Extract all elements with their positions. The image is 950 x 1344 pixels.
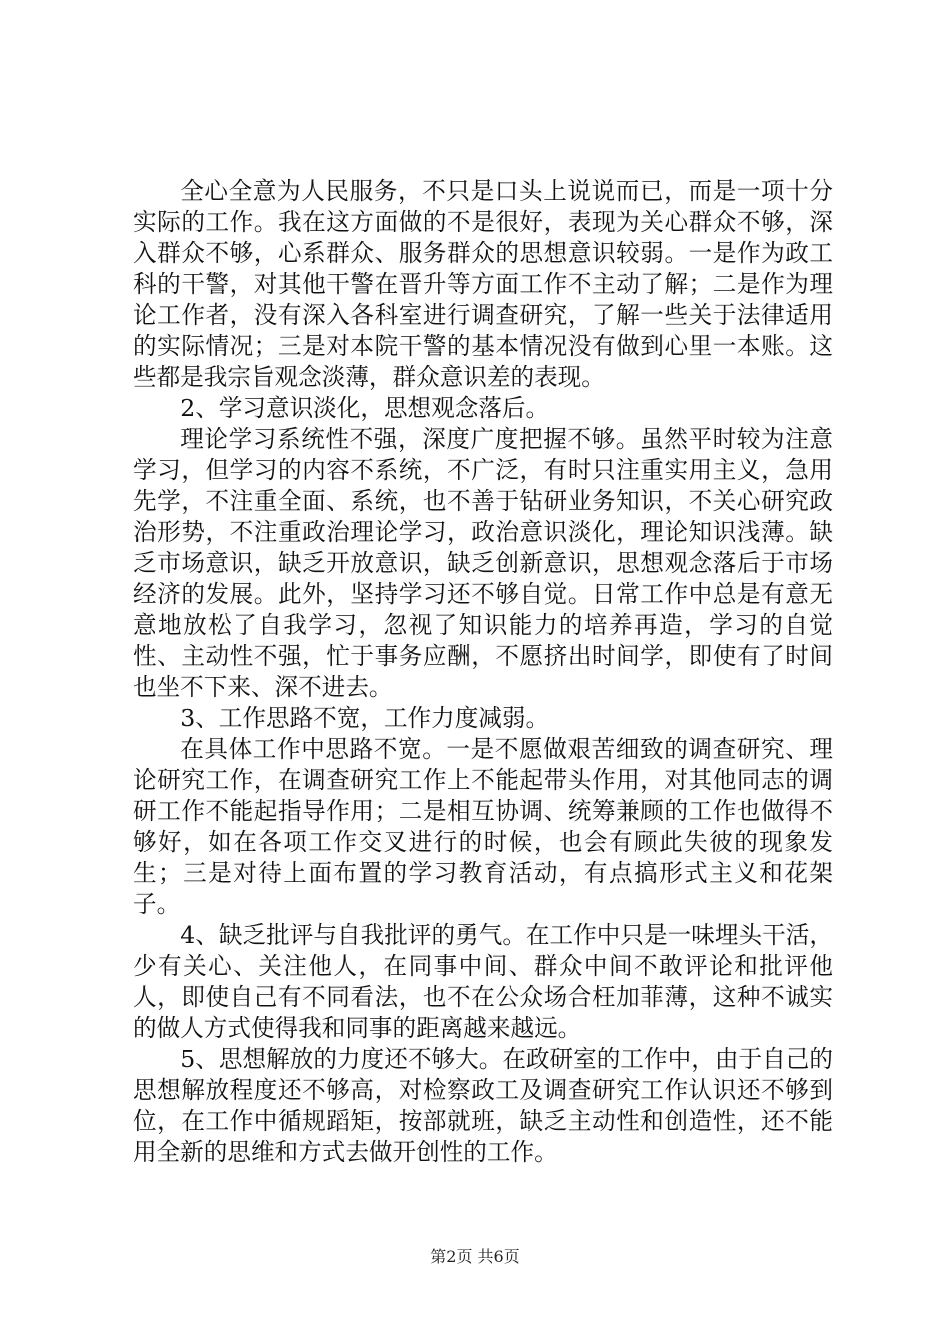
paragraph-liberation: 5、思想解放的力度还不够大。在政研室的工作中，由于自己的思想解放程度还不够高，对检察政工及调查研究工作认识还不够到位，在工作中循规蹈矩，按部就班，缺乏主动性和创造性，还不能用全新的思维和方式去做开创性的工作。 bbox=[133, 1045, 833, 1166]
paragraph-work-approach: 在具体工作中思路不宽。一是不愿做艰苦细致的调查研究、理论研究工作，在调查研究工作上不能起带头作用，对其他同志的调研工作不能起指导作用；二是相互协调、统筹兼顾的工作也做得不够好，如在各项工作交叉进行的时候，也会有顾此失彼的现象发生；三是对待上面布置的学习教育活动，有点搞形式主义和花架子。 bbox=[133, 735, 833, 918]
paragraph-theory-study: 理论学习系统性不强，深度广度把握不够。虽然平时较为注意学习，但学习的内容不系统，不广泛，有时只注重实用主义，急用先学，不注重全面、系统，也不善于钻研业务知识，不关心研究政治形势，不注重政治理论学习，政治意识淡化，理论知识浅薄。缺乏市场意识，缺乏开放意识，缺乏创新意识，思想观念落后于市场经济的发展。此外，坚持学习还不够自觉。日常工作中总是有意无意地放松了自我学习，忽视了知识能力的培养再造，学习的自觉性、主动性不强，忙于事务应酬，不愿挤出时间学，即使有了时间也坐不下来、深不进去。 bbox=[133, 425, 833, 701]
page-number-footer: 第2页 共6页 bbox=[430, 1247, 520, 1266]
paragraph-service-awareness: 全心全意为人民服务，不只是口头上说说而已，而是一项十分实际的工作。我在这方面做的不是很好，表现为关心群众不够，深入群众不够，心系群众、服务群众的思想意识较弱。一是作为政工科的干警，对其他干警在晋升等方面工作不主动了解；二是作为理论工作者，没有深入各科室进行调查研究，了解一些关于法律适用的实际情况；三是对本院干警的基本情况没有做到心里一本账。这些都是我宗旨观念淡薄，群众意识差的表现。 bbox=[133, 177, 833, 391]
heading-work-approach: 3、工作思路不宽，工作力度减弱。 bbox=[180, 704, 550, 732]
paragraph-criticism: 4、缺乏批评与自我批评的勇气。在工作中只是一味埋头干活，少有关心、关注他人，在同事中间、群众中间不敢评论和批评他人，即使自己有不同看法，也不在公众场合枉加菲薄，这种不诚实的做人方式使得我和同事的距离越来越远。 bbox=[133, 921, 833, 1042]
document-body bbox=[133, 176, 833, 1168]
heading-learning-awareness: 2、学习意识淡化，思想观念落后。 bbox=[180, 394, 550, 422]
